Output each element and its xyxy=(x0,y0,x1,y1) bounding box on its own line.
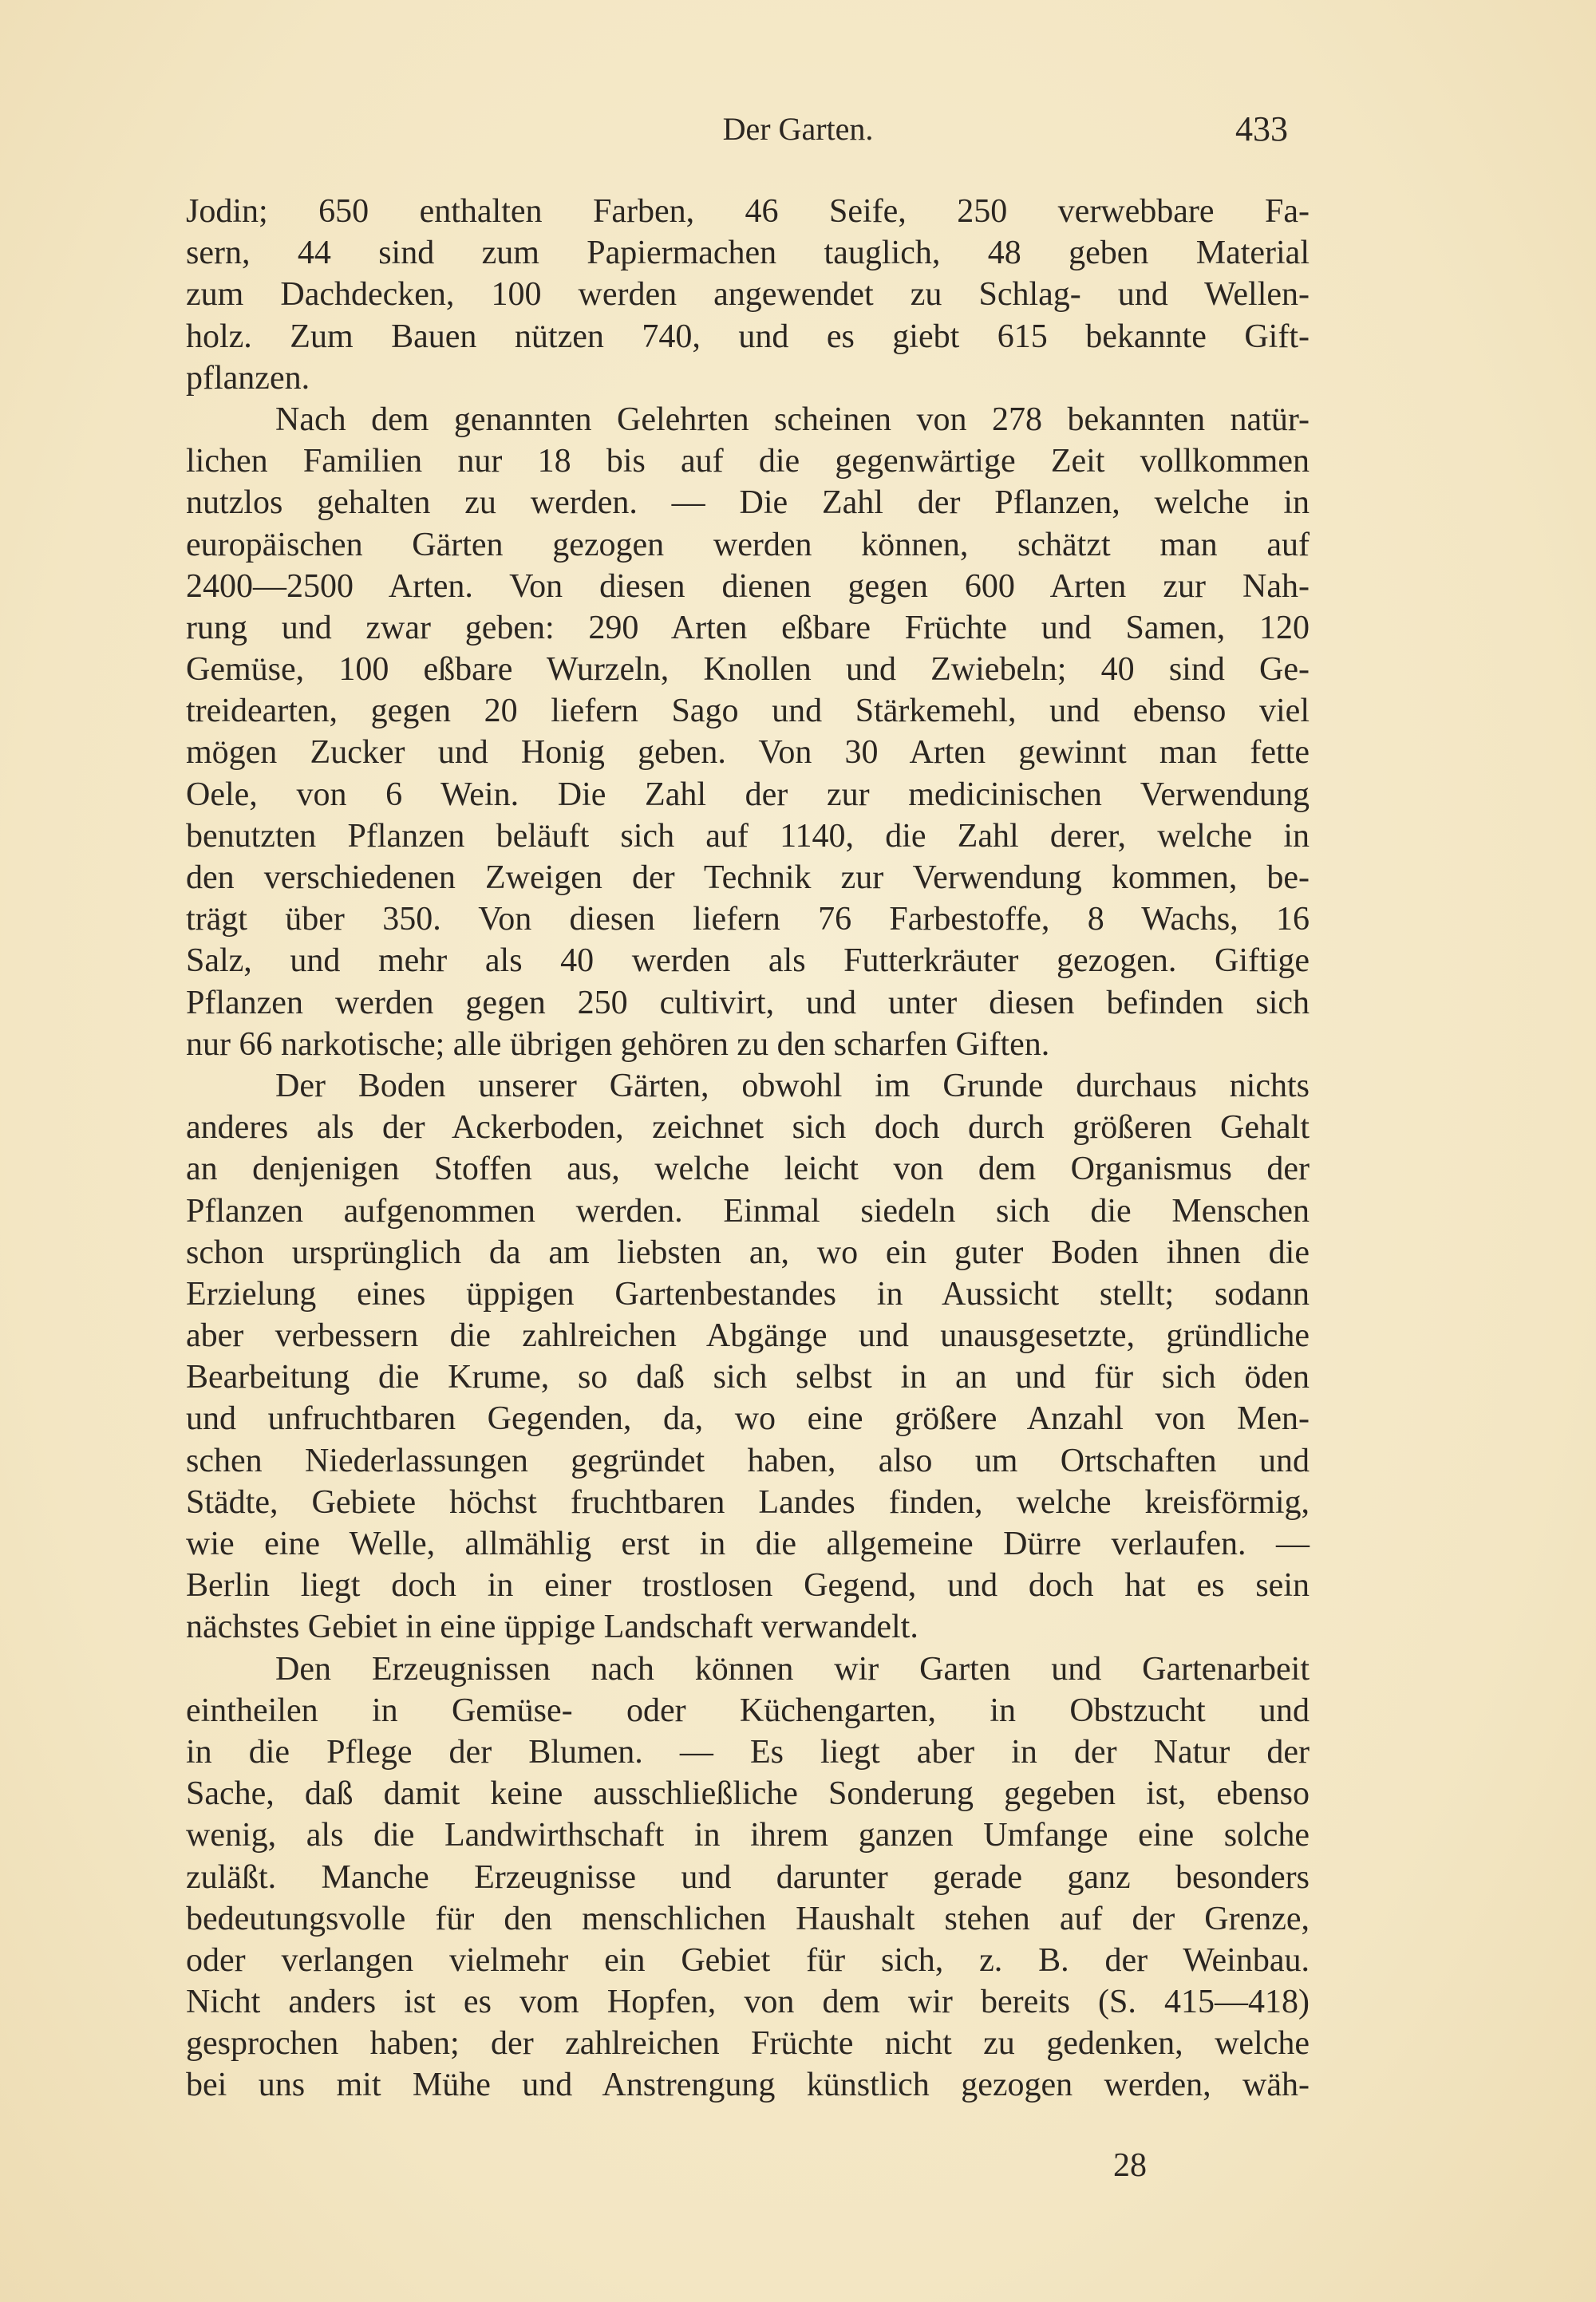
text-line: Sache, daß damit keine ausschließliche Sonderung gegeben ist, ebenso xyxy=(186,1775,1310,1813)
text-line: Erzielung eines üppigen Gartenbestandes in Aussicht stellt; sodann xyxy=(186,1275,1310,1313)
text-line: europäischen Gärten gezogen werden können, schätzt man auf xyxy=(186,526,1310,563)
text-line: an denjenigen Stoffen aus, welche leicht von dem Organismus der xyxy=(186,1151,1310,1188)
text-line: Bearbeitung die Krume, so daß sich selbst in an und für sich öden xyxy=(186,1359,1310,1396)
text-line: bedeutungsvolle für den menschlichen Haushalt stehen auf der Grenze, xyxy=(186,1900,1310,1937)
text-line: benutzten Pflanzen beläuft sich auf 1140, die Zahl derer, welche in xyxy=(186,817,1310,855)
text-line: Gemüse, 100 eßbare Wurzeln, Knollen und Zwiebeln; 40 sind Ge- xyxy=(186,651,1310,689)
text-line: Der Boden unserer Gärten, obwohl im Grunde durchaus nichts xyxy=(275,1067,1310,1104)
text-line: trägt über 350. Von diesen liefern 76 Farbestoffe, 8 Wachs, 16 xyxy=(186,901,1310,938)
text-line: wie eine Welle, allmählig erst in die allgemeine Dürre verlaufen. — xyxy=(186,1526,1310,1562)
text-line: Pflanzen werden gegen 250 cultivirt, und unter diesen befinden sich xyxy=(186,984,1310,1021)
text-line: mögen Zucker und Honig geben. Von 30 Arten gewinnt man fette xyxy=(186,734,1310,772)
text-line: zum Dachdecken, 100 werden angewendet zu Schlag- und Wellen- xyxy=(186,276,1310,314)
body-text xyxy=(186,191,1310,2107)
text-line: nächstes Gebiet in eine üppige Landschaft verwandelt. xyxy=(186,1609,918,1646)
text-line: pflanzen. xyxy=(186,359,310,397)
text-line: und unfruchtbaren Gegenden, da, wo eine größere Anzahl von Men- xyxy=(186,1400,1310,1438)
page-number: 433 xyxy=(1235,109,1288,148)
text-line: den verschiedenen Zweigen der Technik zur Verwendung kommen, be- xyxy=(186,859,1310,896)
text-line: eintheilen in Gemüse- oder Küchengarten, in Obstzucht und xyxy=(186,1692,1310,1729)
text-line: treidearten, gegen 20 liefern Sago und Stärkemehl, und ebenso viel xyxy=(186,693,1310,730)
text-line: holz. Zum Bauen nützen 740, und es giebt 615 bekannte Gift- xyxy=(186,318,1310,355)
text-line: sern, 44 sind zum Papiermachen tauglich, 48 geben Material xyxy=(186,235,1310,272)
text-line: 2400—2500 Arten. Von diesen dienen gegen 600 Arten zur Nah- xyxy=(186,567,1310,605)
text-line: in die Pflege der Blumen. — Es liegt aber in der Natur der xyxy=(186,1733,1310,1771)
text-line: Nach dem genannten Gelehrten scheinen von 278 bekannten natür- xyxy=(275,401,1310,438)
text-line: Berlin liegt doch in einer trostlosen Gegend, und doch hat es sein xyxy=(186,1567,1310,1605)
text-line: bei uns mit Mühe und Anstrengung künstlich gezogen werden, wäh- xyxy=(186,2067,1310,2104)
text-line: rung und zwar geben: 290 Arten eßbare Früchte und Samen, 120 xyxy=(186,609,1310,646)
text-line: Städte, Gebiete höchst fruchtbaren Landes finden, welche kreisförmig, xyxy=(186,1483,1310,1521)
text-line: schen Niederlassungen gegründet haben, also um Ortschaften und xyxy=(186,1442,1310,1479)
running-title: Der Garten. xyxy=(722,111,874,147)
signature-mark: 28 xyxy=(1113,2147,1147,2184)
text-line: Nicht anders ist es vom Hopfen, von dem wir bereits (S. 415—418) xyxy=(186,1984,1310,2021)
text-line: lichen Familien nur 18 bis auf die gegenwärtige Zeit vollkommen xyxy=(186,443,1310,480)
text-line: Oele, von 6 Wein. Die Zahl der zur medicinischen Verwendung xyxy=(186,776,1310,813)
text-line: wenig, als die Landwirthschaft in ihrem ganzen Umfange eine solche xyxy=(186,1817,1310,1854)
text-line: Salz, und mehr als 40 werden als Futterkräuter gezogen. Giftige xyxy=(186,942,1310,980)
text-line: oder verlangen vielmehr ein Gebiet für sich, z. B. der Weinbau. xyxy=(186,1941,1310,1979)
text-line: zuläßt. Manche Erzeugnisse und darunter gerade ganz besonders xyxy=(186,1858,1310,1896)
text-line: schon ursprünglich da am liebsten an, wo ein guter Boden ihnen die xyxy=(186,1234,1310,1271)
text-line: nutzlos gehalten zu werden. — Die Zahl der Pflanzen, welche in xyxy=(186,484,1310,522)
text-line: gesprochen haben; der zahlreichen Früchte nicht zu gedenken, welche xyxy=(186,2025,1310,2063)
text-line: aber verbessern die zahlreichen Abgänge und unausgesetzte, gründliche xyxy=(186,1317,1310,1355)
text-line: Pflanzen aufgenommen werden. Einmal siedeln sich die Menschen xyxy=(186,1192,1310,1230)
text-line: nur 66 narkotische; alle übrigen gehören zu den scharfen Giften. xyxy=(186,1025,1050,1063)
text-line: Jodin; 650 enthalten Farben, 46 Seife, 250 verwebbare Fa- xyxy=(186,193,1310,230)
text-line: anderes als der Ackerboden, zeichnet sich doch durch größeren Gehalt xyxy=(186,1109,1310,1147)
text-line: Den Erzeugnissen nach können wir Garten und Gartenarbeit xyxy=(275,1650,1310,1688)
